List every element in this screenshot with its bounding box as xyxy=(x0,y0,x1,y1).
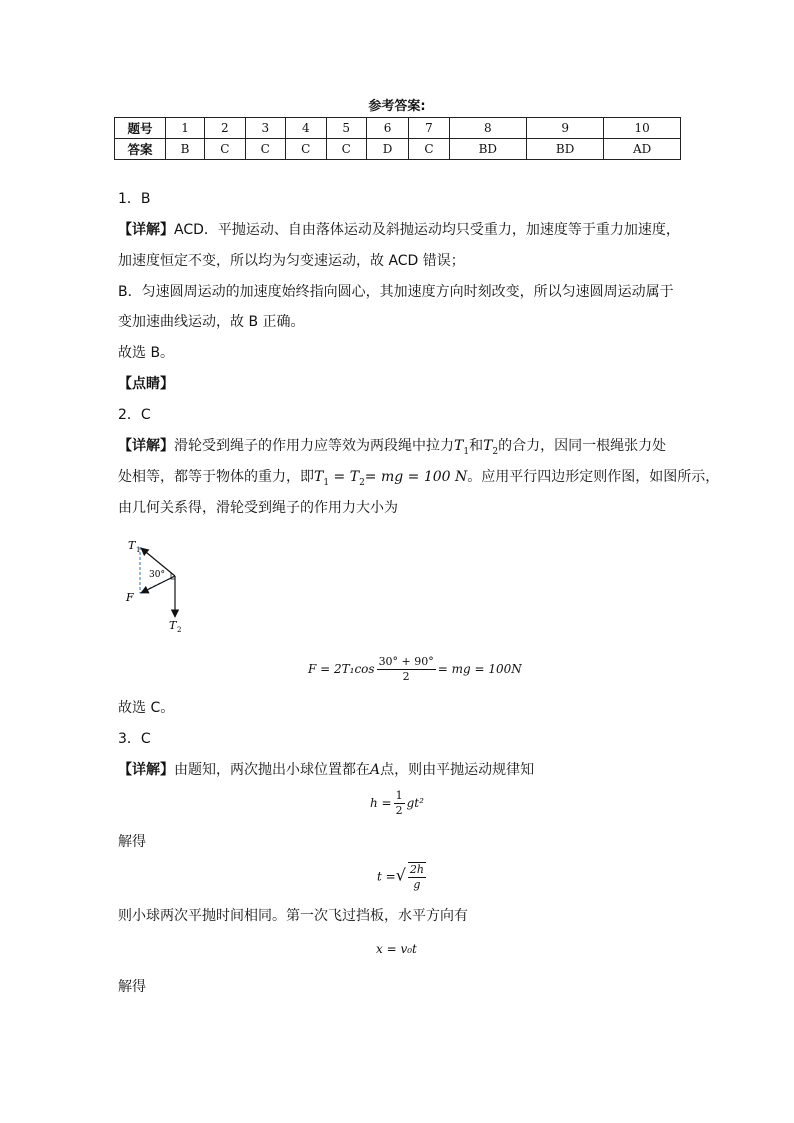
q2-line-1 xyxy=(118,436,666,462)
table-cell: 2 xyxy=(205,118,245,139)
eq-part: gt² xyxy=(406,796,424,810)
math-sub: 2 xyxy=(359,477,365,488)
fraction xyxy=(394,789,405,818)
math-var: T xyxy=(349,469,360,485)
q2-equation xyxy=(308,655,522,684)
q3-solve-2: 解得 xyxy=(118,979,146,995)
table-cell: 7 xyxy=(409,118,449,139)
math-var: A xyxy=(370,762,381,778)
q3-equation-3 xyxy=(376,942,417,956)
eq-part: F = 2T₁cos xyxy=(308,662,375,676)
math-var: T xyxy=(454,438,464,454)
q3-equation-1 xyxy=(370,789,424,818)
eq-part: t = xyxy=(377,869,396,884)
t1-sub: 1 xyxy=(136,546,141,554)
sqrt-sign: √ xyxy=(395,865,406,885)
frac-den: 2 xyxy=(402,670,410,683)
q3-line-2: 则小球两次平抛时间相同。第一次飞过挡板，水平方向有 xyxy=(118,908,468,924)
detail-tag: 【详解】 xyxy=(118,762,174,778)
table-cell: B xyxy=(166,139,205,160)
t2-sub: 2 xyxy=(177,626,182,634)
eq-part: h = xyxy=(370,796,392,810)
fraction xyxy=(377,655,436,684)
frac-den: g xyxy=(413,878,421,891)
detail-tag: 【详解】 xyxy=(118,222,174,238)
table-cell: 6 xyxy=(366,118,408,139)
table-cell: BD xyxy=(526,139,603,160)
q2-line-3: 由几何关系得，滑轮受到绳子的作用力大小为 xyxy=(118,500,398,516)
table-cell: C xyxy=(245,139,285,160)
row-label: 题号 xyxy=(115,118,166,139)
q1-heading: 1．B xyxy=(118,191,151,207)
eq-part: x = v₀t xyxy=(376,942,417,956)
q2-text: 和 xyxy=(469,438,484,454)
table-cell: 4 xyxy=(286,118,326,139)
q3-text: 由题知，两次抛出小球位置都在 xyxy=(174,762,370,778)
math-sub: 1 xyxy=(463,446,470,457)
detail-tag: 【详解】 xyxy=(118,438,174,454)
table-cell: 10 xyxy=(604,118,681,139)
table-cell: D xyxy=(366,139,408,160)
q1-line-3: B．匀速圆周运动的加速度始终指向圆心，其加速度方向时刻改变，所以匀速圆周运动属于 xyxy=(118,284,674,300)
math-sub: 1 xyxy=(323,477,330,488)
frac-num: 1 xyxy=(395,789,403,802)
q2-text: 滑轮受到绳子的作用力应等效为两段绳中拉力 xyxy=(174,438,454,454)
q3-heading: 3．C xyxy=(118,731,151,747)
q1-line-5: 故选 B。 xyxy=(118,345,175,361)
table-cell: 9 xyxy=(526,118,603,139)
table-cell: 3 xyxy=(245,118,285,139)
q2-line-5: 故选 C。 xyxy=(118,700,175,716)
answer-table xyxy=(114,117,681,160)
table-cell: 1 xyxy=(166,118,205,139)
row-label: 答案 xyxy=(115,139,166,160)
q1-line-2: 加速度恒定不变，所以均为匀变速运动，故 ACD 错误； xyxy=(118,253,465,269)
frac-num: 30° + 90° xyxy=(378,655,434,668)
sqrt-fraction xyxy=(408,862,426,892)
table-cell: 8 xyxy=(449,118,526,139)
q3-text: 点，则由平抛运动规律知 xyxy=(380,762,535,778)
table-row xyxy=(115,139,681,160)
table-cell: C xyxy=(205,139,245,160)
table-cell: C xyxy=(326,139,366,160)
table-row xyxy=(115,118,681,139)
math-var: T xyxy=(314,469,324,485)
table-cell: AD xyxy=(604,139,681,160)
frac-num: 2h xyxy=(409,863,424,876)
q3-solve-1: 解得 xyxy=(118,834,146,850)
q1-comment-tag: 【点睛】 xyxy=(118,376,174,392)
q2-text: 。应用平行四边形定则作图，如图所示， xyxy=(467,469,720,485)
q1-line-1 xyxy=(118,220,680,240)
f-label: F xyxy=(126,591,134,604)
frac-den: 2 xyxy=(395,804,403,817)
q3-line-1 xyxy=(118,760,534,780)
q3-equation-2 xyxy=(377,862,428,892)
force-diagram xyxy=(118,533,198,638)
q2-text: 的合力，因同一根绳张力处 xyxy=(498,438,667,454)
q1-line-4: 变加速曲线运动，故 B 正确。 xyxy=(118,314,305,330)
q2-line-2: 处相等，都等于物体的重力，即$T_1 = T_2=$ mg = 100 N。应用平行四边形定则作图，如图所示， xyxy=(118,469,720,488)
page-title: 参考答案: xyxy=(368,99,426,114)
table-cell: BD xyxy=(449,139,526,160)
angle-label: 30° xyxy=(149,570,165,580)
t2-label: T xyxy=(169,619,177,632)
q2-text: 处相等，都等于物体的重力，即 xyxy=(118,469,314,485)
eq-part: = mg = 100N xyxy=(437,662,522,676)
math-expr: = mg = 100 N xyxy=(364,469,468,485)
table-cell: 5 xyxy=(326,118,366,139)
t1-label: T xyxy=(128,539,136,552)
table-cell: C xyxy=(286,139,326,160)
math-sub: 2 xyxy=(492,446,499,457)
q1-text: ACD．平抛运动、自由落体运动及斜抛运动均只受重力，加速度等于重力加速度， xyxy=(174,222,680,238)
table-cell: C xyxy=(409,139,449,160)
math-var: T xyxy=(483,438,493,454)
q2-heading: 2．C xyxy=(118,407,151,423)
